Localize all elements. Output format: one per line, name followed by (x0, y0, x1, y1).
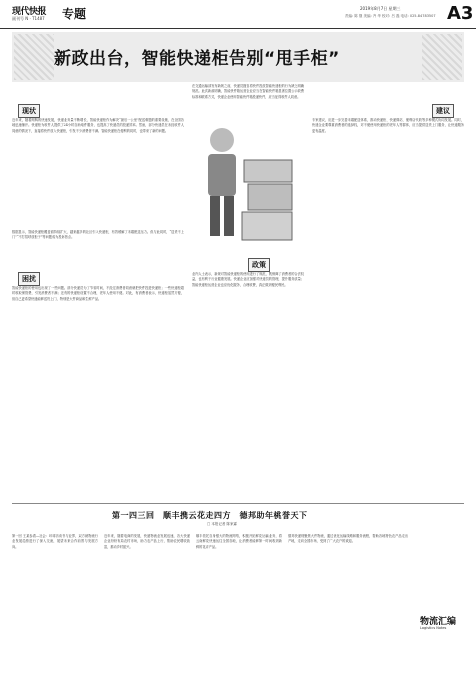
banner-pattern-left (14, 34, 54, 80)
serial-col-2: 近年来，随着电商的发展，快递物流业发展迅速，各大快递企业纷纷布局农村市场，助力农产品上行，帮助农民增收致富，推动乡村振兴。 (104, 534, 190, 549)
article-col-3a: 在交通运输部发布新规之前，快递员擅自将快件投放智能快递柜的行为缺乏明确规范。此次新政明确，智能快件箱运营企业应当在智能快件箱显著位置公示收费标准和联系方式，快递企业使用智能快件箱投递快件，应当征得收件人同意。 (192, 84, 304, 99)
article-col-1b: 数据显示，智能快递柜覆盖面持续扩大，越来越多的社区引入快递柜，有效缓解了末端配送压力。但与此同时，“送货不上门”“不打招呼放柜子”等问题成为投诉热点。 (12, 230, 184, 240)
badge-status: 现状 (18, 104, 40, 118)
serial-byline: □ 本报记者 陈家霖 (207, 522, 238, 526)
section-name: 专题 (62, 7, 87, 21)
banner-pattern-right (422, 34, 462, 80)
serial-story (12, 503, 464, 679)
serial-col-1: 第一回 王某参看—社会：环球访谈书与业界，双方就物流行业发展趋势进行了深入交流，展望未来合作前景与发展方向。 (12, 534, 98, 549)
serial-col-4: 德邦快递则聚焦大件物流，通过优化运输线路和服务流程，帮助各地特色农产品走出产地，走向全国市场，受到了广大农户的欢迎。 (288, 534, 408, 544)
editor-info: 责编: 陈 继 美编: 齐 华 校对: 吕 磊 电话: 025-84783507 (345, 14, 436, 18)
column-logo-subtitle: Logistics Notes (420, 626, 447, 630)
headline: 新政出台，智能快递柜告别“甩手柜” (54, 49, 340, 69)
column-logo: 物流汇编 (420, 617, 457, 627)
page-header (0, 0, 476, 29)
masthead-subline: 副刊号 N · T1487 (12, 16, 45, 21)
badge-difficulty: 困扰 (18, 272, 40, 286)
article-col-2: 智能快递柜的使用也出现了一些问题。部分快递员为了节省时间，不经过消费者同意就把快件投进快递柜；一些快递柜超时收取保管费，引发消费者不满；还有的快递柜设置不合理，老年人使用不便。对此，有消费者表示，快递柜虽然方便，但自己更希望快递能够送货上门，特别是大件商品和生鲜产品。 (12, 286, 184, 301)
issue-date: 2019年8月7日 星期三 (360, 6, 401, 11)
masthead: 现代快报 (12, 7, 47, 17)
badge-suggestion: 建议 (432, 104, 454, 118)
feature-article (12, 32, 464, 497)
serial-title: 第一四三回 顺丰携云花走四方 德邦助年桃誉天下 (112, 511, 308, 520)
article-col-5: 专家建议，应进一步完善末端配送体系，推动快递柜、快递驿站、便利店代收等多种模式协同发展。同时，快递企业要尊重消费者的选择权，对不便使用快递柜的老年人等群体，应当提供送货上门服务，让快递服务更有温度。 (312, 118, 464, 133)
courier-illustration (192, 120, 304, 250)
article-col-1: 近年来，随着网购的快速发展，快递业务量不断增长，智能快递柜作为解决“最后一公里”配送难题的重要设施，在全国各地迅速铺开。快递柜为收件人提供了24小时自助取件服务，也提高了快递员的投递效率。然而，部分快递员在未经收件人同意的情况下，直接将快件放入快递柜，引发不少消费者不满。智能快递柜在便利的同时，也带来了新的问题。 (12, 118, 184, 133)
headline-banner (12, 32, 464, 82)
serial-col-3: 顺丰依托自身强大的物流网络，积极开拓鲜花运输业务，将云南鲜花快速运往全国各地，让消费者能够第一时间收到新鲜的花卉产品。 (196, 534, 282, 549)
article-col-4: 业内人士表示，新规对智能快递柜的使用进行了规范，既保障了消费者的合法权益，也有利于行业健康发展。快递企业应加强对快递员的管理，提升服务质量；智能快递柜运营企业也应优化服务，合理收费，真正做到便民利民。 (192, 272, 304, 287)
badge-policy: 政策 (248, 258, 270, 272)
page-number: A3 (447, 3, 474, 24)
